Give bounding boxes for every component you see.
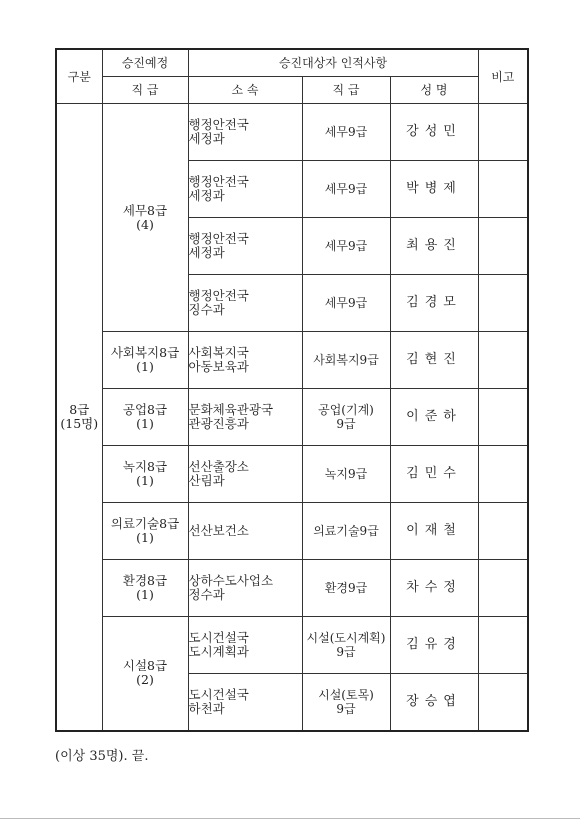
group-cell: [102, 332, 188, 389]
dept-cell: [188, 161, 302, 218]
dept-line1: 도시건설국: [188, 630, 249, 645]
name-cell: 차수정: [390, 560, 478, 617]
header-grade: 직 급: [302, 77, 390, 104]
group-cell: [102, 560, 188, 617]
division-label-line2: (15명): [60, 415, 99, 431]
dept-line1: 행정안전국: [188, 174, 249, 189]
dept-line2: 관광진흥과: [188, 416, 249, 431]
grade-cell: [302, 674, 390, 731]
dept-line1: 문화체육관광국: [188, 402, 274, 417]
grade-line1: 녹지9급: [324, 467, 368, 481]
table-row: [56, 389, 528, 446]
grade-line1: 세무9급: [324, 296, 368, 310]
group-label-line1: 의료기술8급: [110, 516, 180, 531]
table-row: [56, 617, 528, 674]
group-label-line2: (1): [136, 359, 154, 374]
grade-cell: [302, 503, 390, 560]
page-bottom-rule: [0, 818, 580, 819]
group-label-line2: (2): [136, 672, 154, 688]
grade-line1: 세무9급: [324, 239, 368, 253]
grade-line2: 9급: [336, 701, 356, 716]
name-cell: 박병제: [390, 161, 478, 218]
note-cell: [478, 674, 528, 731]
header-planned-title: 승진예정: [102, 49, 188, 77]
group-cell: [102, 503, 188, 560]
name-cell: 김유경: [390, 617, 478, 674]
note-cell: [478, 218, 528, 275]
note-cell: [478, 446, 528, 503]
name-cell: 장승엽: [390, 674, 478, 731]
name-cell: 김민수: [390, 446, 478, 503]
grade-cell: [302, 617, 390, 674]
grade-cell: [302, 446, 390, 503]
grade-cell: [302, 332, 390, 389]
promotion-table: [55, 48, 529, 732]
note-cell: [478, 104, 528, 161]
dept-line2: 하천과: [188, 700, 225, 716]
header-planned-grade: 직 급: [102, 77, 188, 104]
dept-cell: [188, 218, 302, 275]
name-cell: 이재철: [390, 503, 478, 560]
table-row: [56, 332, 528, 389]
group-cell: [102, 389, 188, 446]
dept-cell: [188, 560, 302, 617]
grade-line1: 사회복지9급: [313, 353, 379, 367]
dept-line1: 행정안전국: [188, 117, 249, 132]
dept-line2: 징수과: [188, 302, 225, 317]
group-cell: [102, 617, 188, 731]
dept-line1: 도시건설국: [188, 686, 249, 702]
dept-cell: [188, 617, 302, 674]
dept-line2: 세정과: [188, 188, 225, 203]
header-dept: 소 속: [188, 77, 302, 104]
dept-cell: [188, 503, 302, 560]
note-cell: [478, 503, 528, 560]
dept-line2: 산림과: [188, 473, 225, 488]
grade-line1: 시설(도시계획): [306, 631, 386, 645]
group-label-line1: 녹지8급: [122, 459, 168, 474]
group-label-line2: (1): [136, 416, 154, 431]
dept-line2: 아동보육과: [188, 359, 249, 374]
grade-line1: 시설(토목): [318, 687, 374, 702]
grade-line1: 세무9급: [324, 125, 368, 139]
header-division: 구분: [56, 49, 102, 104]
name-cell: 김현진: [390, 332, 478, 389]
dept-cell: [188, 446, 302, 503]
group-label-line1: 환경8급: [122, 573, 168, 588]
header-note: 비고: [478, 49, 528, 104]
dept-line1: 사회복지국: [188, 345, 249, 360]
table-row: [56, 503, 528, 560]
grade-cell: [302, 275, 390, 332]
grade-line2: 9급: [336, 417, 356, 431]
division-cell: [56, 104, 102, 731]
name-cell: 최용진: [390, 218, 478, 275]
note-cell: [478, 275, 528, 332]
group-label-line1: 세무8급: [122, 202, 168, 218]
dept-line1: 선산보건소: [188, 523, 249, 538]
note-cell: [478, 560, 528, 617]
grade-cell: [302, 161, 390, 218]
group-label-line2: (1): [136, 473, 154, 488]
grade-cell: [302, 104, 390, 161]
header-name: 성 명: [390, 77, 478, 104]
name-cell: 강성민: [390, 104, 478, 161]
group-cell: [102, 104, 188, 332]
grade-line1: 환경9급: [324, 581, 368, 595]
group-label-line2: (1): [136, 530, 154, 545]
dept-cell: [188, 332, 302, 389]
division-label-line1: 8급: [69, 401, 90, 417]
group-cell: [102, 446, 188, 503]
note-cell: [478, 617, 528, 674]
dept-cell: [188, 275, 302, 332]
note-cell: [478, 332, 528, 389]
dept-cell: [188, 104, 302, 161]
promotion-table-wrapper: [55, 48, 529, 732]
group-label-line1: 사회복지8급: [110, 345, 180, 360]
table-row: [56, 104, 528, 161]
group-label-line1: 공업8급: [122, 402, 168, 417]
dept-line1: 행정안전국: [188, 288, 249, 303]
table-row: [56, 446, 528, 503]
dept-line2: 세정과: [188, 131, 225, 146]
grade-line1: 공업(기계): [318, 403, 374, 417]
grade-cell: [302, 218, 390, 275]
group-label-line2: (4): [136, 216, 154, 232]
grade-line2: 9급: [336, 645, 356, 659]
grade-cell: [302, 560, 390, 617]
group-label-line2: (1): [136, 587, 154, 602]
grade-line1: 의료기술9급: [313, 524, 379, 538]
dept-line1: 상하수도사업소: [188, 573, 274, 588]
dept-line1: 행정안전국: [188, 231, 249, 246]
dept-line2: 세정과: [188, 245, 225, 260]
header-target-info: 승진대상자 인적사항: [188, 49, 478, 77]
footer-note: (이상 35명). 끝.: [55, 749, 149, 764]
grade-cell: [302, 389, 390, 446]
note-cell: [478, 389, 528, 446]
group-label-line1: 시설8급: [122, 658, 168, 674]
dept-line2: 정수과: [188, 587, 225, 602]
dept-line1: 선산출장소: [188, 459, 249, 474]
dept-cell: [188, 674, 302, 731]
name-cell: 김경모: [390, 275, 478, 332]
table-row: [56, 560, 528, 617]
name-cell: 이준하: [390, 389, 478, 446]
dept-cell: [188, 389, 302, 446]
dept-line2: 도시계획과: [188, 644, 249, 659]
note-cell: [478, 161, 528, 218]
grade-line1: 세무9급: [324, 182, 368, 196]
